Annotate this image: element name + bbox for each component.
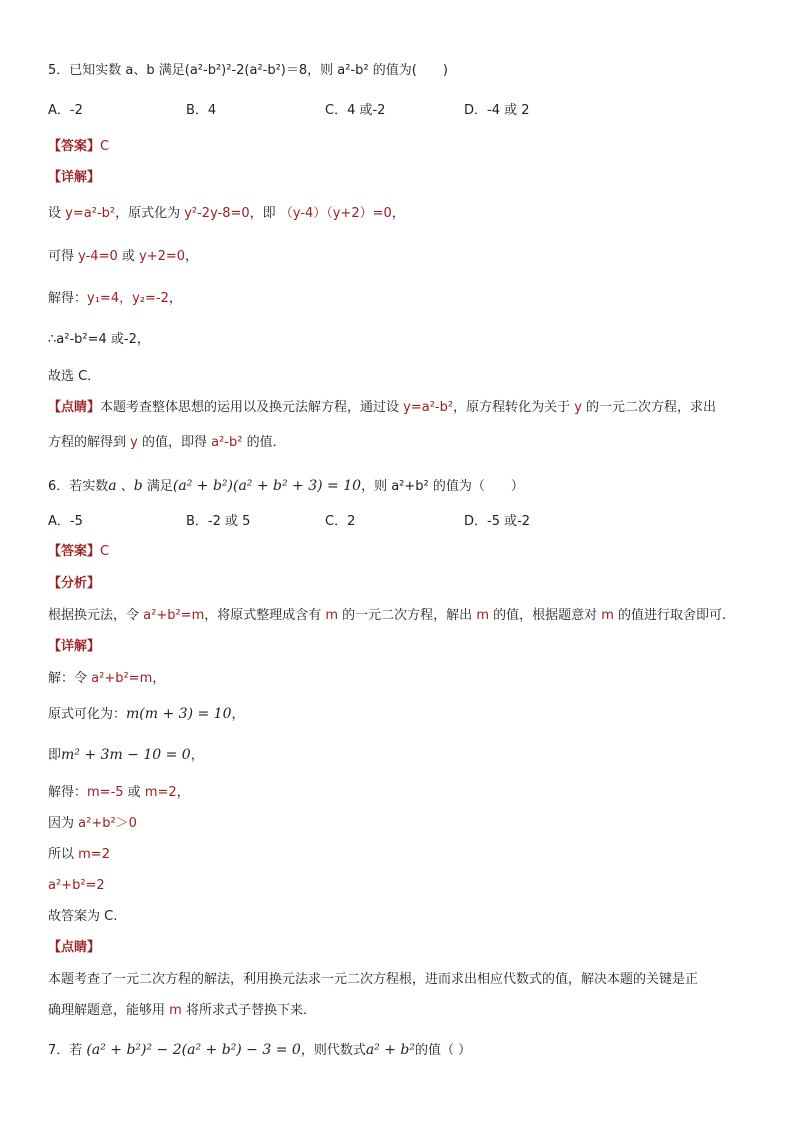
q6-step-1: 解：令 a²+b²=m， (48, 671, 166, 686)
q5-step-4: ∴a²-b²=4 或-2， (48, 332, 150, 347)
q5-option-a: A．-2 (48, 103, 83, 118)
q6-step-2: 原式可化为：m(m + 3) = 10， (48, 706, 245, 722)
q5-step-5: 故选 C． (48, 369, 101, 384)
q6-step-5: 因为 a²+b²＞0 (48, 816, 137, 831)
q6-option-d: D．-5 或-2 (464, 514, 531, 529)
q5-step-2: 可得 y-4=0 或 y+2=0， (48, 249, 199, 264)
q6-option-c: C．2 (325, 514, 356, 529)
q6-step-8: 故答案为 C. (48, 909, 118, 924)
q6-step-3: 即m² + 3m − 10 = 0， (48, 747, 204, 763)
q6-option-a: A．-5 (48, 514, 83, 529)
q5-option-c: C．4 或-2 (325, 103, 386, 118)
q6-step-4: 解得：m=-5 或 m=2， (48, 785, 190, 800)
q6-step-7: a²+b²=2 (48, 878, 105, 893)
q6-option-b: B．-2 或 5 (186, 514, 251, 529)
q5-option-b: B．4 (186, 103, 217, 118)
q5-comment-line-1: 【点睛】本题考查整体思想的运用以及换元法解方程，通过设 y=a²-b²，原方程转化为关于 y 的一元二次方程，求出 (48, 400, 717, 415)
q6-step-6: 所以 m=2 (48, 847, 110, 862)
q5-detail-label: 【详解】 (48, 170, 101, 185)
q5-option-d: D．-4 或 2 (464, 103, 530, 118)
q5-answer: 【答案】C (48, 139, 110, 154)
q6-detail-label: 【详解】 (48, 639, 101, 654)
q6-stem: 6．若实数a 、b 满足(a² + b²)(a² + b² + 3) = 10，则 a²+b² 的值为（ ） (48, 478, 524, 494)
q6-answer: 【答案】C (48, 544, 110, 559)
q6-comment-line-2: 确理解题意，能够用 m 将所求式子替换下来. (48, 1003, 308, 1018)
q6-comment-line-1: 本题考查了一元二次方程的解法，利用换元法求一元二次方程根，进而求出相应代数式的值，解决本题的关键是正 (48, 972, 699, 987)
q6-comment-label: 【点睛】 (48, 940, 101, 955)
q6-analysis-text: 根据换元法，令 a²+b²=m，将原式整理成含有 m 的一元二次方程，解出 m 的值，根据题意对 m 的值进行取舍即可. (48, 608, 727, 623)
q5-step-1: 设 y=a²-b²，原式化为 y²-2y-8=0，即 （y-4）（y+2）=0， (48, 206, 405, 221)
q7-stem: 7．若 (a² + b²)² − 2(a² + b²) − 3 = 0，则代数式a² + b²的值（ ） (48, 1042, 472, 1058)
q5-stem: 5．已知实数 a、b 满足(a²-b²)²-2(a²-b²)＝8，则 a²-b² 的值为( ) (48, 63, 448, 78)
q5-step-3: 解得：y₁=4，y₂=-2， (48, 291, 182, 306)
q6-analysis-label: 【分析】 (48, 576, 101, 591)
q5-comment-line-2: 方程的解得到 y 的值，即得 a²-b² 的值． (48, 435, 286, 450)
